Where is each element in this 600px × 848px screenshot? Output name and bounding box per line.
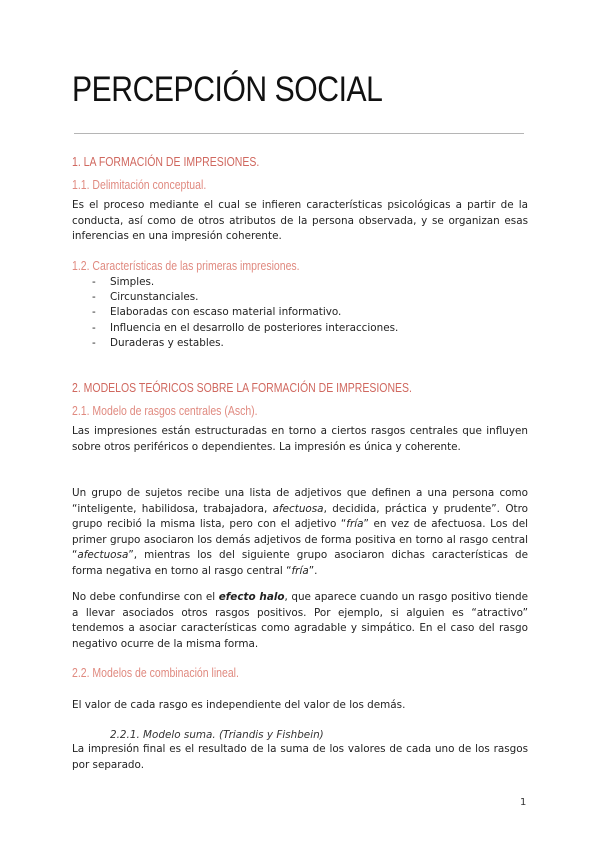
list-item: - Influencia en el desarrollo de posteriores interacciones.	[92, 321, 398, 336]
page-title: PERCEPCIÓN SOCIAL	[72, 70, 383, 109]
section-2-1-heading: 2.1. Modelo de rasgos centrales (Asch).	[72, 404, 258, 418]
list-item: - Elaboradas con escaso material informativo.	[92, 305, 398, 320]
section-2-1-paragraph-1: Las impresiones están estructuradas en torno a ciertos rasgos centrales que influyen sobre otros periféricos o dependientes. La impresión es única y coherente.	[72, 425, 528, 453]
characteristics-list	[92, 275, 398, 351]
section-2-1-paragraph-2: Un grupo de sujetos recibe una lista de adjetivos que definen a una persona como “inteligente, habilidosa, trabajadora, afectuosa, decidida, práctica y prudente”. Otro grupo recibió la misma lista, pero con el adjetivo “fría” en vez de afectuosa. Los del primer grupo asociaron los demás adjetivos de forma positiva en torno al rasgo central “afectuosa”, mientras los del siguiente grupo asociaron dichas características de forma negativa en torno al rasgo central “fría”.	[72, 487, 529, 577]
section-1-1-heading: 1.1. Delimitación conceptual.	[72, 178, 207, 192]
section-2-2-1-heading: 2.2.1. Modelo suma. (Triandis y Fishbein)	[110, 729, 324, 741]
title-divider	[74, 133, 524, 134]
section-1-2-heading: 1.2. Características de las primeras impresiones.	[72, 259, 300, 273]
page-number: 1	[520, 797, 527, 808]
section-2-2-1-text: La impresión final es el resultado de la suma de los valores de cada uno de los rasgos por separado.	[72, 743, 528, 771]
list-item: - Simples.	[92, 275, 398, 290]
section-2-2-text: El valor de cada rasgo es independiente del valor de los demás.	[72, 699, 406, 711]
section-2-1-paragraph-3: No debe confundirse con el efecto halo, que aparece cuando un rasgo positivo tiende a llevar asociados otros rasgos positivos. Por ejemplo, si alguien es “atractivo” tendemos a asociar características como agradable y simpático. En el caso del rasgo negativo ocurre de la misma forma.	[72, 591, 528, 650]
section-2-2-heading: 2.2. Modelos de combinación lineal.	[72, 666, 239, 680]
list-item: - Circunstanciales.	[92, 290, 398, 305]
section-2-heading: 2. MODELOS TEÓRICOS SOBRE LA FORMACIÓN DE IMPRESIONES.	[72, 381, 412, 395]
section-1-1-text: Es el proceso mediante el cual se infieren características psicológicas a partir de la conducta, así como de otros atributos de la persona observada, y se organizan esas inferencias en una impresión coherente.	[72, 199, 528, 242]
list-item: - Duraderas y estables.	[92, 336, 398, 351]
section-1-heading: 1. LA FORMACIÓN DE IMPRESIONES.	[72, 155, 260, 169]
